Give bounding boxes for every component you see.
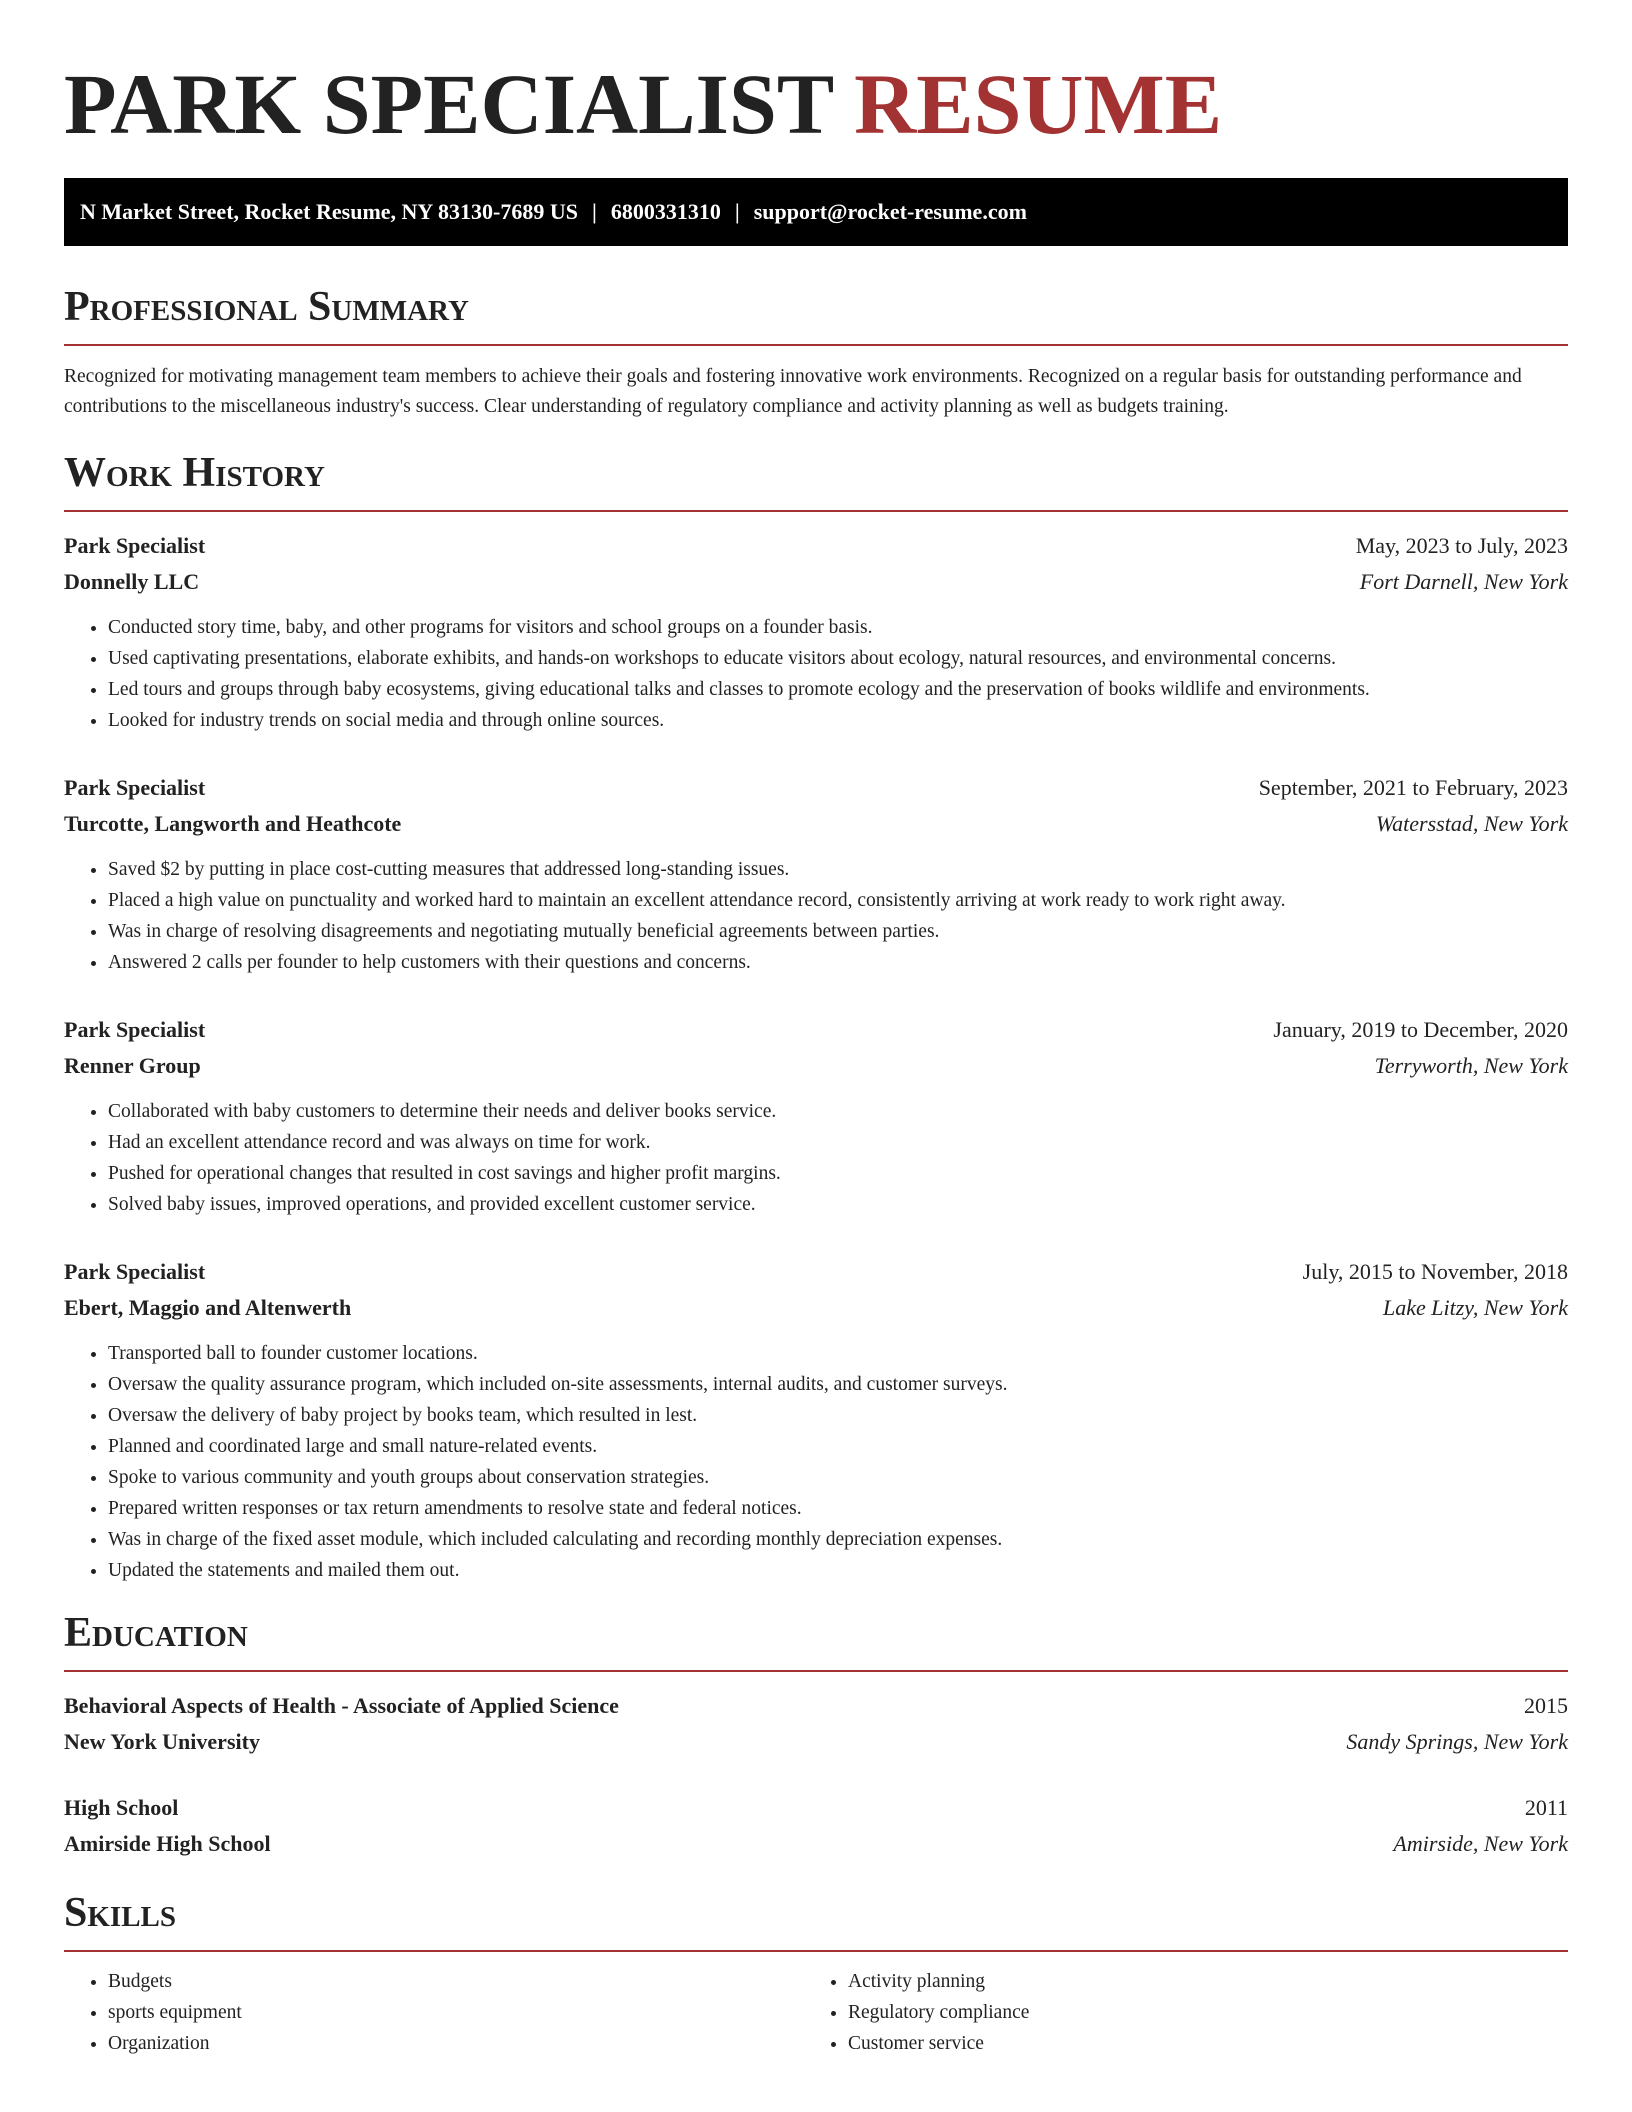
- education-location: Amirside, New York: [1393, 1831, 1568, 1856]
- summary-text: Recognized for motivating management team members to achieve their goals and fostering innovative work environments. Recognized on a regular basis for outstanding performance and contributions to the miscellaneous industry's success. Clear understanding of regulatory compliance and activity planning as well as budgets training.: [64, 366, 1522, 417]
- skills-grid: [64, 1966, 1568, 2059]
- section-divider: [64, 1950, 1568, 1952]
- section-heading-education: Education: [64, 1610, 248, 1656]
- job-bullets: [64, 854, 1568, 978]
- education-school: New York University: [64, 1729, 260, 1754]
- job-bullet: • Planned and coordinated large and small nature-related events.: [108, 1431, 1568, 1462]
- job-entry: [64, 770, 1568, 978]
- job-entry: [64, 528, 1568, 736]
- skill-item: • sports equipment: [108, 1997, 804, 2028]
- education-school-row: [64, 1724, 1568, 1760]
- resume-page: [64, 0, 1568, 2059]
- job-bullets: [64, 612, 1568, 736]
- job-bullet: • Was in charge of the fixed asset module, which included calculating and recording monthly depreciation expenses.: [108, 1524, 1568, 1555]
- skills-list: [64, 1966, 804, 2059]
- job-bullet: • Oversaw the delivery of baby project by books team, which resulted in lest.: [108, 1400, 1568, 1431]
- job-entry: [64, 1254, 1568, 1586]
- section-divider: [64, 344, 1568, 346]
- education-year: 2015: [1524, 1693, 1568, 1718]
- section-divider: [64, 1670, 1568, 1672]
- education-degree: Behavioral Aspects of Health - Associate of Applied Science: [64, 1693, 619, 1718]
- education-entry: [64, 1688, 1568, 1760]
- job-dates: May, 2023 to July, 2023: [1355, 533, 1568, 558]
- job-dates: January, 2019 to December, 2020: [1273, 1017, 1568, 1042]
- education-degree-row: [64, 1688, 1568, 1724]
- skills-section: [64, 1888, 1568, 2059]
- education-school: Amirside High School: [64, 1831, 271, 1856]
- job-bullet: • Looked for industry trends on social media and through online sources.: [108, 705, 1568, 736]
- job-location: Watersstad, New York: [1375, 811, 1568, 836]
- skill-item: • Organization: [108, 2028, 804, 2059]
- education-entry: [64, 1790, 1568, 1862]
- job-header-row: [64, 1012, 1568, 1048]
- job-bullet: • Was in charge of resolving disagreements and negotiating mutually beneficial agreements between parties.: [108, 916, 1568, 947]
- job-header-row: [64, 1254, 1568, 1290]
- job-company: Donnelly LLC: [64, 569, 200, 594]
- job-bullet: • Saved $2 by putting in place cost-cutting measures that addressed long-standing issues.: [108, 854, 1568, 885]
- job-bullet: • Oversaw the quality assurance program, which included on-site assessments, internal audits, and customer surveys.: [108, 1369, 1568, 1400]
- job-bullet: • Transported ball to founder customer locations.: [108, 1338, 1568, 1369]
- job-bullets: [64, 1096, 1568, 1220]
- skills-column-right: [804, 1966, 1544, 2059]
- education-degree-row: [64, 1790, 1568, 1826]
- work-history-section: [64, 448, 1568, 1586]
- job-company: Ebert, Maggio and Altenwerth: [64, 1295, 352, 1320]
- job-bullet: • Placed a high value on punctuality and worked hard to maintain an excellent attendance record, consistently arriving at work ready to work right away.: [108, 885, 1568, 916]
- skills-column-left: [64, 1966, 804, 2059]
- resume-title: [64, 56, 1568, 152]
- section-divider: [64, 510, 1568, 512]
- job-dates: September, 2021 to February, 2023: [1258, 775, 1568, 800]
- skills-list: [804, 1966, 1544, 2059]
- job-bullet: • Solved baby issues, improved operations, and provided excellent customer service.: [108, 1189, 1568, 1220]
- job-bullet: • Spoke to various community and youth groups about conservation strategies.: [108, 1462, 1568, 1493]
- skill-item: • Regulatory compliance: [848, 1997, 1544, 2028]
- job-bullet: • Pushed for operational changes that resulted in cost savings and higher profit margins.: [108, 1158, 1568, 1189]
- contact-email: support@rocket-resume.com: [753, 199, 1027, 224]
- job-company: Renner Group: [64, 1053, 201, 1078]
- job-bullet: • Had an excellent attendance record and was always on time for work.: [108, 1127, 1568, 1158]
- education-school-row: [64, 1826, 1568, 1862]
- job-bullet: • Led tours and groups through baby ecosystems, giving educational talks and classes to promote ecology and the preservation of books wildlife and environments.: [108, 674, 1568, 705]
- job-company-row: [64, 564, 1568, 600]
- job-header-row: [64, 528, 1568, 564]
- summary-section: [64, 282, 1568, 422]
- section-heading-work-history: Work History: [64, 450, 325, 496]
- job-bullet: • Used captivating presentations, elaborate exhibits, and hands-on workshops to educate visitors about ecology, natural resources, and environmental concerns.: [108, 643, 1568, 674]
- resume-title-accent: RESUME: [854, 56, 1223, 152]
- job-company-row: [64, 1290, 1568, 1326]
- job-title: Park Specialist: [64, 533, 206, 558]
- job-bullet: • Prepared written responses or tax return amendments to resolve state and federal notices.: [108, 1493, 1568, 1524]
- job-company-row: [64, 806, 1568, 842]
- job-bullet: • Collaborated with baby customers to determine their needs and deliver books service.: [108, 1096, 1568, 1127]
- section-heading-summary: Professional Summary: [64, 284, 469, 330]
- contact-bar: [64, 178, 1568, 246]
- education-section: [64, 1608, 1568, 1862]
- section-heading-skills: Skills: [64, 1890, 177, 1936]
- job-company: Turcotte, Langworth and Heathcote: [64, 811, 402, 836]
- job-location: Fort Darnell, New York: [1359, 569, 1568, 594]
- education-location: Sandy Springs, New York: [1346, 1729, 1568, 1754]
- job-title: Park Specialist: [64, 775, 206, 800]
- job-header-row: [64, 770, 1568, 806]
- skill-item: • Customer service: [848, 2028, 1544, 2059]
- resume-title-main: PARK SPECIALIST: [64, 56, 833, 152]
- contact-address: N Market Street, Rocket Resume, NY 83130-7689 US: [80, 199, 578, 224]
- skill-item: • Activity planning: [848, 1966, 1544, 1997]
- job-title: Park Specialist: [64, 1259, 206, 1284]
- contact-separator: |: [734, 199, 740, 224]
- skill-item: • Budgets: [108, 1966, 804, 1997]
- job-bullets: [64, 1338, 1568, 1586]
- job-title: Park Specialist: [64, 1017, 206, 1042]
- job-location: Lake Litzy, New York: [1383, 1295, 1568, 1320]
- job-company-row: [64, 1048, 1568, 1084]
- contact-phone: 6800331310: [610, 199, 721, 224]
- education-degree: High School: [64, 1795, 179, 1820]
- job-dates: July, 2015 to November, 2018: [1302, 1259, 1568, 1284]
- job-location: Terryworth, New York: [1374, 1053, 1568, 1078]
- job-bullet: • Answered 2 calls per founder to help customers with their questions and concerns.: [108, 947, 1568, 978]
- job-bullet: • Updated the statements and mailed them out.: [108, 1555, 1568, 1586]
- education-year: 2011: [1524, 1795, 1568, 1820]
- job-entry: [64, 1012, 1568, 1220]
- job-bullet: • Conducted story time, baby, and other programs for visitors and school groups on a founder basis.: [108, 612, 1568, 643]
- contact-separator: |: [591, 199, 597, 224]
